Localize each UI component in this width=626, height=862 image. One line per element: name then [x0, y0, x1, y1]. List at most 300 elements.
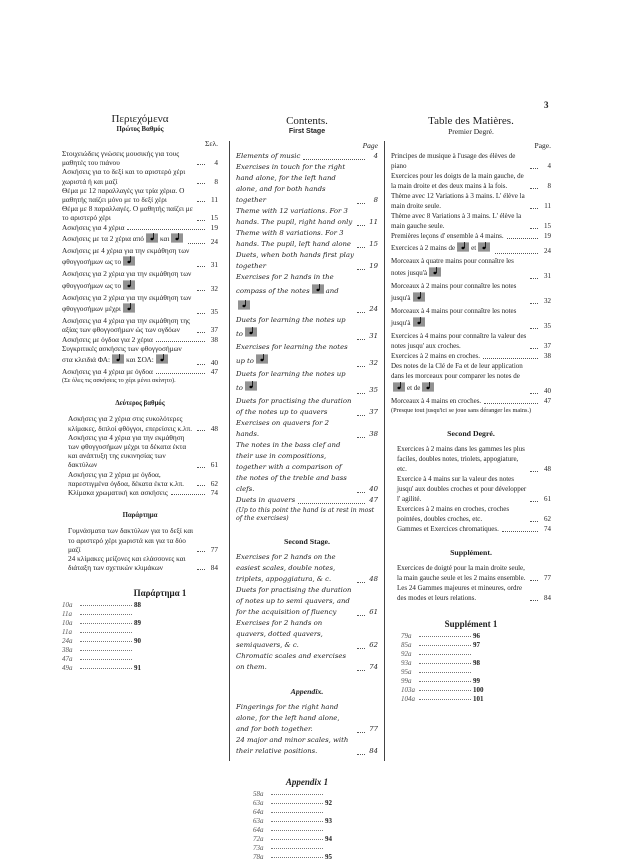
- english-appendix-list: [236, 702, 378, 761]
- toc-entry[interactable]: [62, 232, 218, 246]
- index-page: 89: [134, 619, 141, 628]
- toc-entry-text: [62, 149, 194, 167]
- music-staff-icon: [457, 241, 469, 256]
- dot-leader: [530, 328, 538, 329]
- toc-page-number: 8: [373, 196, 378, 204]
- index-page: 96: [473, 632, 480, 640]
- toc-entry[interactable]: [391, 396, 551, 406]
- toc-entry[interactable]: [397, 444, 551, 474]
- dot-leader: [530, 188, 538, 189]
- toc-entry[interactable]: [397, 524, 551, 534]
- index-row[interactable]: [62, 664, 218, 673]
- index-row[interactable]: [253, 826, 378, 835]
- french-appendix1-index: [401, 632, 551, 704]
- dot-leader: [530, 303, 538, 304]
- toc-page-number: 11: [544, 202, 551, 210]
- toc-page-number: 32: [544, 297, 551, 305]
- toc-entry-text-part: Gammes et Exercices chromatiques.: [397, 525, 499, 533]
- toc-entry[interactable]: [236, 342, 378, 369]
- dot-leader: [530, 208, 538, 209]
- toc-entry-text-part: et de: [407, 384, 421, 393]
- dot-leader: [483, 358, 538, 359]
- toc-entry[interactable]: [62, 344, 218, 367]
- dot-leader: [127, 229, 205, 230]
- dot-leader: [419, 681, 471, 682]
- greek-page-label: Σελ.: [204, 139, 218, 148]
- toc-page-number: 84: [210, 563, 218, 573]
- toc-entry-text-part: Thème avec 12 Variations à 3 mains. L' élève la main droite seule.: [391, 192, 525, 210]
- index-key: 11a: [62, 628, 72, 637]
- index-key: 49a: [62, 664, 73, 673]
- toc-page-number: 84: [369, 747, 378, 755]
- toc-entry[interactable]: [62, 186, 218, 204]
- dot-leader: [357, 415, 365, 416]
- dot-leader: [530, 228, 538, 229]
- index-row[interactable]: [62, 619, 218, 628]
- music-staff-icon: [429, 266, 441, 281]
- index-page: 98: [473, 659, 480, 667]
- toc-entry[interactable]: [391, 151, 551, 171]
- toc-entry-text-part: Ασκήσεις για 2 χέρια για την εκμάθηση των φθογγοσήμων ως το: [62, 269, 192, 290]
- toc-entry[interactable]: [391, 351, 551, 361]
- index-row[interactable]: [62, 655, 218, 664]
- toc-entry-text: [236, 418, 354, 440]
- toc-entry-text-part: Θέμα με 8 παραλλαγές. Ο μαθητής παίζει με το αριστερό χέρι: [62, 204, 193, 223]
- toc-page-number: 8: [214, 176, 218, 186]
- toc-entry-text-part: Ασκήσεις για 2 χέρια με όγδοα, παρεστιγμένα όγδοα, δέκατα έκτα κ.λπ.: [68, 469, 185, 488]
- toc-note: (Up to this point the hand is at rest in most of the exercises): [236, 507, 375, 522]
- toc-entry-text-part: Exercises for 2 hands in the compass of the notes: [236, 273, 334, 295]
- toc-entry-text-part: Exercices à 2 mains en croches, croches pointées, doubles croches, etc.: [397, 505, 510, 523]
- toc-entry[interactable]: [236, 206, 378, 228]
- toc-page-number: 47: [369, 496, 378, 504]
- dot-leader: [188, 243, 205, 244]
- index-row[interactable]: [253, 853, 378, 862]
- toc-entry-text: [62, 167, 194, 185]
- dot-leader: [197, 290, 205, 291]
- toc-page-number: 24: [210, 236, 218, 246]
- greek-contents: [62, 113, 218, 673]
- toc-entry[interactable]: [62, 223, 218, 232]
- greek-appendix1-index: [62, 601, 218, 673]
- music-staff-icon: [393, 381, 405, 396]
- toc-entry-text: [236, 206, 354, 228]
- toc-page-number: 38: [369, 430, 378, 438]
- toc-page-number: 24: [544, 247, 551, 255]
- toc-entry-text-part: Chromatic scales and exercises on them.: [236, 652, 347, 671]
- toc-entry-text-part: 24 major and minor scales, with their relative positions.: [236, 736, 349, 755]
- toc-entry[interactable]: [397, 504, 551, 524]
- toc-entry-text-part: Theme with 12 variations. For 3 hands. The pupil, right hand only: [236, 207, 353, 226]
- toc-note: (Presque tout jusqu'ici se joue sans déranger les mains.): [391, 407, 532, 414]
- dot-leader: [357, 582, 365, 583]
- toc-entry-text: [397, 563, 527, 583]
- toc-page-number: 31: [544, 272, 551, 280]
- toc-entry-text-part: Ασκήσεις για 4 χέρια για την εκμάθηση της αξίας των φθογγοσήμων ώς των ογδόων: [62, 316, 190, 335]
- index-row[interactable]: [401, 650, 551, 659]
- toc-entry[interactable]: [236, 250, 378, 272]
- index-key: 103a: [401, 686, 415, 694]
- dot-leader: [80, 623, 132, 624]
- index-row[interactable]: [401, 695, 551, 704]
- toc-entry[interactable]: [68, 554, 218, 572]
- toc-entry-text-part: Duets for practising the duration of the notes up to quavers: [236, 397, 352, 416]
- dot-leader: [495, 253, 538, 254]
- toc-entry-text-part: Exercices à 2 mains de: [391, 244, 456, 253]
- english-page-label: Page: [362, 141, 378, 150]
- toc-page-number: 38: [210, 334, 218, 344]
- dot-leader: [80, 605, 132, 606]
- toc-entry-text: [62, 204, 194, 222]
- toc-entry-text: [68, 526, 194, 554]
- toc-entry-text: [236, 315, 354, 342]
- toc-entry-text-part: Exercises on quavers for 2 hands.: [236, 419, 329, 438]
- dot-leader: [298, 503, 365, 504]
- dot-leader: [357, 615, 365, 616]
- index-row[interactable]: [253, 799, 378, 808]
- toc-entry-text-part: Exercises for 2 hands on the easiest scales, double notes, triplets, appoggiatura, & c.: [236, 553, 336, 583]
- index-row[interactable]: [253, 835, 378, 844]
- toc-entry-text-part: Theme with 8 variations. For 3 hands. The pupil, left hand alone: [236, 229, 352, 248]
- toc-entry[interactable]: [236, 162, 378, 206]
- toc-entry[interactable]: [236, 440, 378, 495]
- index-key: 64a: [253, 826, 264, 834]
- toc-note: (Σε όλες τις ασκήσεις το χέρι μένει ακίνητο).: [62, 377, 176, 385]
- toc-entry[interactable]: [391, 171, 551, 191]
- toc-entry[interactable]: [391, 361, 551, 396]
- dot-leader: [197, 467, 205, 468]
- index-row[interactable]: [401, 686, 551, 695]
- dot-leader: [197, 485, 205, 486]
- toc-entry-text: [68, 414, 194, 432]
- toc-entry[interactable]: [236, 315, 378, 342]
- english-first-stage-list: [236, 151, 378, 523]
- toc-entry[interactable]: [236, 396, 378, 418]
- toc-page-number: 37: [210, 325, 218, 335]
- index-key: 24a: [62, 637, 73, 646]
- dot-leader: [80, 650, 132, 651]
- toc-page-number: 4: [214, 158, 218, 168]
- dot-leader: [357, 670, 365, 671]
- dot-leader: [357, 269, 365, 270]
- toc-page-number: 38: [544, 352, 551, 360]
- dot-leader: [419, 690, 471, 691]
- toc-entry[interactable]: [391, 231, 551, 241]
- greek-title: Περιεχόμενα: [111, 113, 169, 125]
- toc-page-number: 31: [369, 332, 378, 340]
- toc-entry[interactable]: [62, 316, 218, 334]
- music-staff-icon: [245, 326, 257, 342]
- music-staff-icon: [312, 283, 324, 299]
- index-row[interactable]: [253, 844, 378, 853]
- dot-leader: [271, 857, 323, 858]
- toc-entry[interactable]: [397, 563, 551, 583]
- index-key: 11a: [62, 610, 72, 619]
- toc-entry-text-part: Principes de musique à l'usage des élèves de piano: [391, 152, 516, 170]
- dot-leader: [80, 641, 132, 642]
- toc-entry[interactable]: [62, 167, 218, 185]
- page-number: 3: [544, 100, 549, 110]
- english-title: Contents.: [286, 115, 328, 127]
- index-key: 92a: [401, 650, 412, 658]
- toc-entry[interactable]: [62, 246, 218, 269]
- toc-entry-text-part: Exercices à 2 mains en croches.: [391, 352, 481, 360]
- index-row[interactable]: [62, 646, 218, 655]
- index-row[interactable]: [401, 677, 551, 686]
- toc-entry-text-part: Exercices à 4 mains pour connaître la valeur des notes jusqu' aux croches.: [391, 332, 527, 350]
- index-row[interactable]: [62, 628, 218, 637]
- toc-entry-text: [391, 151, 527, 171]
- toc-entry[interactable]: [236, 418, 378, 440]
- dot-leader: [357, 393, 365, 394]
- dot-leader: [197, 332, 205, 333]
- toc-entry[interactable]: [62, 293, 218, 316]
- toc-entry-text-part: Duets for learning the notes up to: [236, 370, 346, 392]
- dot-leader: [357, 225, 365, 226]
- toc-page-number: 48: [369, 575, 378, 583]
- dot-leader: [271, 794, 323, 795]
- toc-page-number: 19: [544, 232, 551, 240]
- music-staff-icon: [478, 241, 490, 256]
- toc-entry-text-part: Κλίμακα χρωματική και ασκήσεις: [68, 488, 168, 498]
- dot-leader: [419, 663, 471, 664]
- toc-entry-text-part: Θέμα με 12 παραλλαγές για τρία χέρια. Ο μαθητής παίζει μόνο με το δεξί χέρι: [62, 185, 185, 205]
- toc-entry[interactable]: [391, 256, 551, 281]
- toc-entry-text-part: 24 κλίμακες μείζονες και ελάσσονες και διάταξη των σχετικών κλιμάκων: [68, 553, 186, 573]
- toc-entry[interactable]: [236, 369, 378, 396]
- toc-entry-text: [62, 223, 124, 232]
- toc-entry-text: [236, 342, 354, 369]
- index-page: 93: [325, 817, 332, 825]
- dot-leader: [197, 266, 205, 267]
- toc-page-number: 61: [210, 460, 218, 470]
- toc-entry-text: [236, 151, 300, 162]
- toc-entry-text-part: Duets for practising the duration of notes up to semi quavers, and for the acquisition of fluency: [236, 586, 352, 616]
- index-key: 73a: [253, 844, 264, 852]
- toc-entry[interactable]: [68, 433, 218, 470]
- toc-page-number: 47: [544, 397, 551, 405]
- toc-entry[interactable]: [62, 367, 218, 376]
- toc-entry-text-part: Ασκήσεις για 4 χέρια με όγδοα: [62, 367, 153, 377]
- index-key: 79a: [401, 632, 412, 640]
- index-row[interactable]: [401, 659, 551, 668]
- index-key: 78a: [253, 853, 264, 861]
- toc-entry[interactable]: [236, 651, 378, 673]
- dot-leader: [271, 821, 323, 822]
- dot-leader: [530, 580, 538, 581]
- dot-leader: [530, 168, 538, 169]
- dot-leader: [357, 203, 365, 204]
- toc-entry[interactable]: [62, 204, 218, 222]
- toc-entry[interactable]: [236, 735, 378, 757]
- index-row[interactable]: [62, 601, 218, 610]
- toc-entry[interactable]: [391, 241, 551, 256]
- index-row[interactable]: [253, 817, 378, 826]
- toc-entry-text-part: Duets in quavers: [236, 496, 296, 504]
- toc-entry-text: [391, 351, 480, 361]
- toc-page-number: 19: [210, 222, 218, 232]
- dot-leader: [530, 348, 538, 349]
- index-row[interactable]: [253, 790, 378, 799]
- toc-entry[interactable]: [391, 306, 551, 331]
- index-key: 93a: [401, 659, 412, 667]
- toc-entry[interactable]: [62, 269, 218, 292]
- index-key: 10a: [62, 619, 73, 628]
- toc-entry-text-part: Exercises for 2 hands on quavers, dotted quavers, semiquavers, & c.: [236, 619, 323, 649]
- toc-page-number: 48: [544, 465, 551, 473]
- toc-entry-text: [68, 470, 194, 488]
- toc-entry-text: [68, 433, 194, 470]
- index-page: 95: [325, 853, 332, 861]
- dot-leader: [357, 648, 365, 649]
- toc-page-number: 32: [369, 359, 378, 367]
- toc-page-number: 84: [544, 594, 551, 602]
- toc-entry[interactable]: [391, 211, 551, 231]
- toc-entry[interactable]: [62, 335, 218, 344]
- toc-page-number: 77: [210, 544, 218, 554]
- index-key: 63a: [253, 799, 264, 807]
- toc-page-number: 15: [369, 240, 378, 248]
- toc-entry[interactable]: [391, 191, 551, 211]
- index-row[interactable]: [253, 808, 378, 817]
- dot-leader: [197, 364, 205, 365]
- greek-appendix-list: [68, 526, 218, 572]
- music-staff-icon: [256, 353, 268, 369]
- toc-entry-text-part: Exercises in touch for the right hand alone, for the left hand alone, and for both hands together: [236, 163, 346, 204]
- toc-entry-text-part: και ΣΟΛ:: [126, 354, 154, 364]
- toc-entry[interactable]: [391, 281, 551, 306]
- toc-entry-text-part: Exercices pour les doigts de la main gauche, de la main droite et des deux mains à la fois.: [391, 172, 524, 190]
- toc-page-number: 4: [373, 152, 378, 160]
- index-row[interactable]: [62, 610, 218, 619]
- toc-entry[interactable]: [391, 331, 551, 351]
- toc-page-number: 37: [544, 342, 551, 350]
- index-page: 90: [134, 637, 141, 646]
- toc-entry-text: [397, 524, 499, 534]
- toc-entry-text: [397, 504, 527, 524]
- toc-page-number: 15: [210, 213, 218, 223]
- toc-page-number: 48: [210, 423, 218, 433]
- toc-entry[interactable]: [236, 495, 378, 506]
- dot-leader: [419, 699, 471, 700]
- music-staff-icon: [171, 232, 183, 246]
- index-row[interactable]: [62, 637, 218, 646]
- toc-entry-text-part: Ασκήσεις για το δεξί και το αριστερό χέρι χωριστά ή και μαζί: [62, 167, 186, 186]
- dot-leader: [271, 812, 323, 813]
- toc-page-number: 37: [369, 408, 378, 416]
- toc-entry-text: [236, 162, 354, 206]
- toc-entry-text-part: Morceaux à 4 mains en croches.: [391, 397, 482, 405]
- english-second-stage-title: Second Stage.: [284, 537, 330, 546]
- dot-leader: [357, 312, 365, 313]
- toc-entry[interactable]: [397, 583, 551, 603]
- index-row[interactable]: [401, 641, 551, 650]
- english-contents-box: [229, 141, 385, 761]
- toc-page-number: 62: [210, 478, 218, 488]
- toc-entry-text: [62, 344, 194, 367]
- dot-leader: [197, 183, 205, 184]
- dot-leader: [484, 403, 538, 404]
- index-key: 64a: [253, 808, 264, 816]
- toc-entry-text: [391, 171, 527, 191]
- index-key: 72a: [253, 835, 264, 843]
- toc-entry-text: [236, 651, 354, 673]
- music-staff-icon: [156, 353, 168, 367]
- index-row[interactable]: [401, 668, 551, 677]
- english-second-stage-list: [236, 552, 378, 673]
- toc-entry-text: [236, 250, 354, 272]
- toc-entry[interactable]: [68, 414, 218, 432]
- french-title: Table des Matières.: [428, 115, 514, 127]
- toc-entry[interactable]: [397, 474, 551, 504]
- dot-leader: [357, 339, 365, 340]
- toc-entry-text-part: Thème avec 8 Variations à 3 mains. L' élève la main gauche seule.: [391, 212, 522, 230]
- toc-entry-text-part: Duets, when both hands first play together: [236, 251, 354, 270]
- english-appendix1-index: [253, 790, 378, 862]
- index-row[interactable]: [401, 632, 551, 641]
- toc-entry[interactable]: [236, 228, 378, 250]
- dot-leader: [303, 159, 365, 160]
- dot-leader: [357, 366, 365, 367]
- toc-entry-text-part: Premières leçons d' ensemble à 4 mains.: [391, 232, 504, 240]
- toc-entry[interactable]: [236, 585, 378, 618]
- toc-entry-text: [397, 583, 527, 603]
- toc-entry-text-part: Exercises for learning the notes up to: [236, 343, 348, 365]
- toc-entry-text: [62, 269, 194, 292]
- toc-entry-text-part: Ασκήσεις για 2 χέρια για την εκμάθηση των φθογγοσήμων μέχρι: [62, 292, 192, 313]
- toc-page-number: 32: [210, 283, 218, 293]
- index-page: 99: [473, 677, 480, 685]
- toc-page-number: 77: [544, 574, 551, 582]
- toc-page-number: 31: [210, 260, 218, 270]
- toc-page-number: 61: [544, 495, 551, 503]
- toc-entry[interactable]: [68, 470, 218, 488]
- toc-entry-text: [391, 256, 527, 281]
- toc-entry[interactable]: [62, 149, 218, 167]
- toc-entry[interactable]: [236, 272, 378, 315]
- toc-entry-text: [391, 281, 527, 306]
- index-key: 47a: [62, 655, 73, 664]
- dot-leader: [271, 830, 323, 831]
- toc-entry-text: [391, 396, 481, 406]
- toc-page-number: 47: [210, 367, 218, 377]
- dot-leader: [419, 672, 471, 673]
- toc-entry-text: [391, 361, 527, 396]
- dot-leader: [197, 201, 205, 202]
- toc-entry[interactable]: [236, 552, 378, 585]
- toc-entry[interactable]: [236, 702, 378, 735]
- toc-entry-text-part: Fingerings for the right hand alone, for the left hand alone, and for both together.: [236, 703, 340, 733]
- dot-leader: [156, 373, 205, 374]
- dot-leader: [357, 754, 365, 755]
- toc-entry-text-part: Des notes de la Clé de Fa et de leur application dans les morceaux pour comparer les notes de: [391, 362, 523, 380]
- toc-entry[interactable]: [236, 618, 378, 651]
- dot-leader: [171, 494, 205, 495]
- toc-entry-text-part: Morceaux à 2 mains pour connaître les notes jusqu'à: [391, 282, 517, 303]
- toc-entry[interactable]: [68, 488, 218, 497]
- toc-entry-text: [236, 369, 354, 396]
- dot-leader: [357, 247, 365, 248]
- toc-entry[interactable]: [68, 526, 218, 554]
- index-key: 95a: [401, 668, 412, 676]
- toc-entry-text-part: Exercices de doigté pour la main droite seule, la main gauche seule et les 2 mains ensemble.: [397, 564, 526, 582]
- greek-appendix1-title: Παράρτημα 1: [133, 588, 187, 599]
- french-second-stage-list: [397, 444, 551, 534]
- english-subtitle: First Stage: [288, 128, 326, 135]
- index-page: 91: [134, 664, 141, 673]
- toc-entry[interactable]: [236, 151, 378, 162]
- dot-leader: [80, 614, 132, 615]
